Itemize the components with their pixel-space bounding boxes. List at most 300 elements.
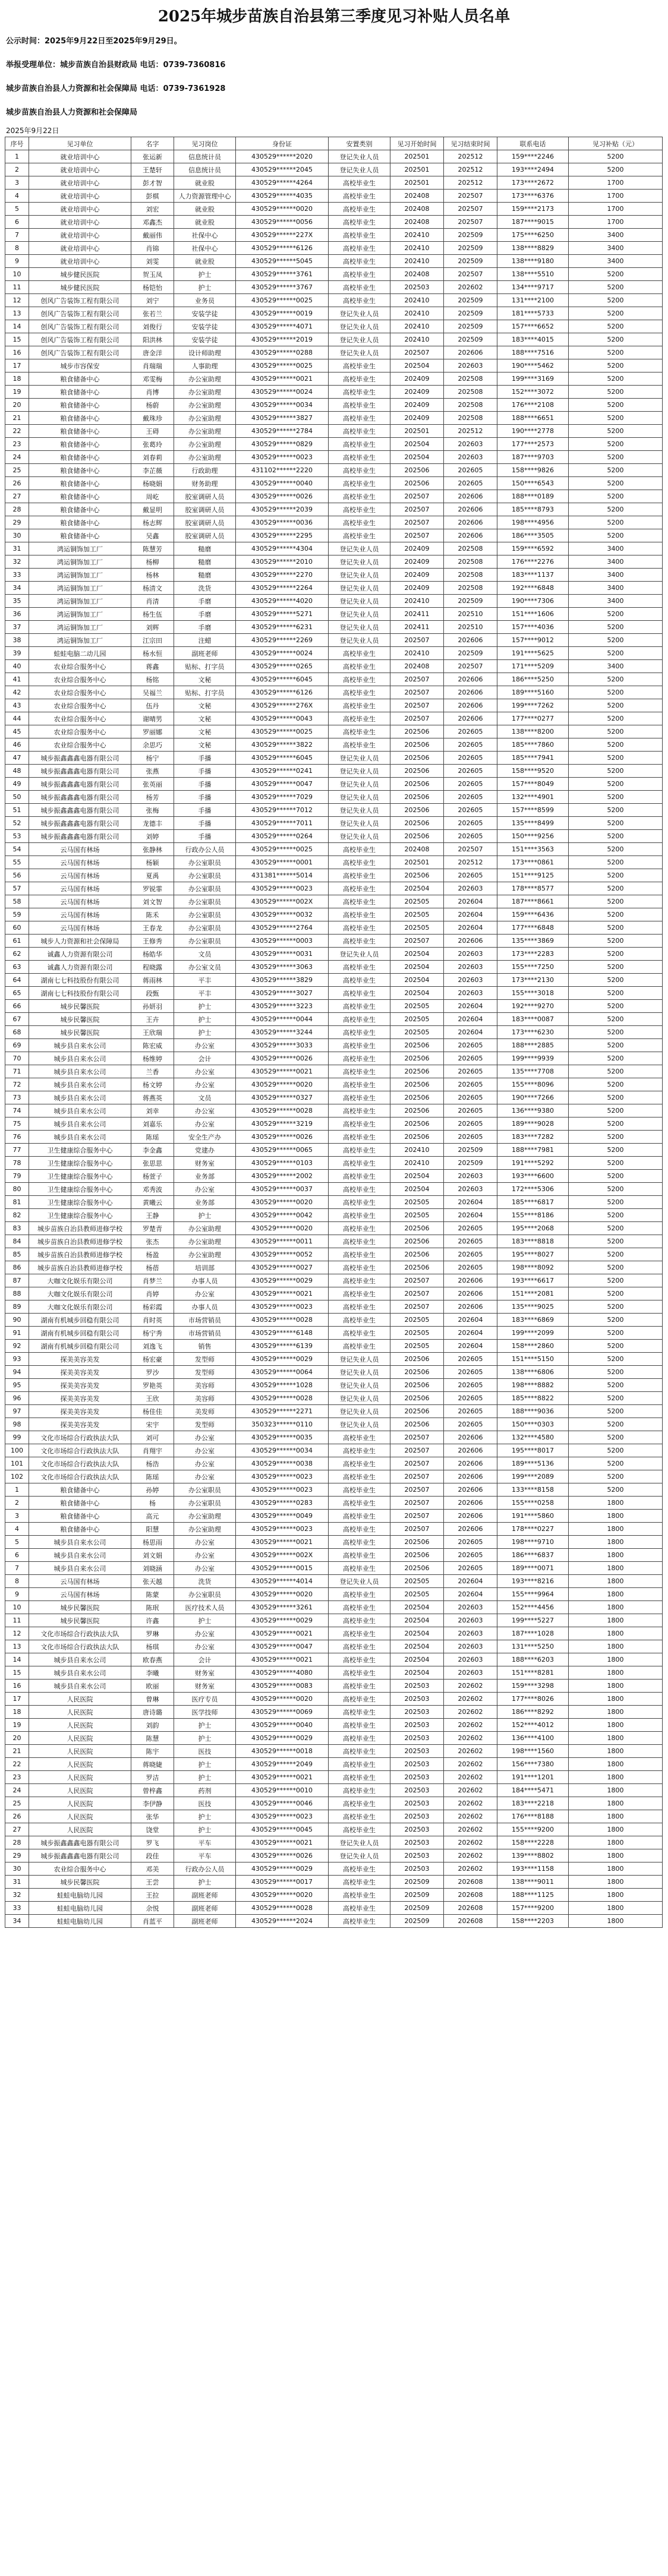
- cell-phone: 198****1560: [497, 1745, 569, 1758]
- cell-position: 平丰: [174, 987, 236, 1000]
- cell-subsidy: 5200: [569, 320, 663, 333]
- cell-category: 高校毕业生: [329, 1444, 390, 1457]
- cell-position: 发型师: [174, 1418, 236, 1431]
- cell-category: 登记失业人员: [329, 948, 390, 961]
- table-row: [5, 817, 663, 830]
- cell-end: 202605: [444, 1104, 497, 1117]
- cell-category: 登记失业人员: [329, 582, 390, 595]
- cell-position: 人事助理: [174, 359, 236, 372]
- cell-end: 202605: [444, 1261, 497, 1274]
- cell-end: 202604: [444, 908, 497, 921]
- cell-id: 430529******0027: [236, 1261, 329, 1274]
- cell-position: 注蜡: [174, 634, 236, 647]
- cell-start: 202507: [390, 1431, 444, 1444]
- cell-unit: 云马国有林场: [29, 856, 131, 869]
- cell-start: 202509: [390, 1915, 444, 1928]
- cell-phone: 158****2860: [497, 1340, 569, 1353]
- cell-end: 202605: [444, 1248, 497, 1261]
- cell-id: 430529******6139: [236, 1340, 329, 1353]
- cell-unit: 城步县自来水公司: [29, 1052, 131, 1065]
- table-row: [5, 1209, 663, 1222]
- cell-id: 430529******2264: [236, 582, 329, 595]
- cell-subsidy: 1800: [569, 1745, 663, 1758]
- cell-end: 202605: [444, 1091, 497, 1104]
- cell-subsidy: 1800: [569, 1627, 663, 1640]
- cell-phone: 199****5227: [497, 1614, 569, 1627]
- cell-id: 430529******0026: [236, 1131, 329, 1144]
- cell-subsidy: 5200: [569, 1078, 663, 1091]
- col-header-id: 身份证: [236, 137, 329, 150]
- cell-index: 24: [5, 1784, 29, 1797]
- cell-id: 430529******3761: [236, 268, 329, 281]
- table-row: [5, 830, 663, 843]
- cell-index: 22: [5, 1758, 29, 1771]
- cell-position: 安全生产办: [174, 1131, 236, 1144]
- cell-category: 高校毕业生: [329, 1235, 390, 1248]
- cell-subsidy: 5200: [569, 791, 663, 804]
- cell-name: 贺玉凤: [131, 268, 174, 281]
- table-row: [5, 804, 663, 817]
- cell-unit: 粮食储备中心: [29, 516, 131, 529]
- table-row: [5, 974, 663, 987]
- cell-unit: 文化市场综合行政执法大队: [29, 1431, 131, 1444]
- cell-id: 430529******0026: [236, 1052, 329, 1065]
- cell-id: 430529******0046: [236, 1797, 329, 1810]
- cell-index: 34: [5, 1915, 29, 1928]
- cell-start: 202504: [390, 1653, 444, 1666]
- cell-end: 202605: [444, 1536, 497, 1549]
- cell-subsidy: 5200: [569, 961, 663, 974]
- cell-position: 护士: [174, 1810, 236, 1823]
- cell-name: 杨生伍: [131, 608, 174, 621]
- cell-category: 高校毕业生: [329, 843, 390, 856]
- cell-category: 高校毕业生: [329, 882, 390, 895]
- cell-id: 430529******0023: [236, 1810, 329, 1823]
- cell-end: 202509: [444, 1157, 497, 1170]
- cell-category: 高校毕业生: [329, 647, 390, 660]
- cell-subsidy: 5200: [569, 1287, 663, 1300]
- cell-name: 蒋鑫: [131, 660, 174, 673]
- cell-end: 202507: [444, 268, 497, 281]
- cell-unit: 粮食储备中心: [29, 1510, 131, 1523]
- table-row: [5, 1157, 663, 1170]
- cell-name: 陈宏威: [131, 1039, 174, 1052]
- cell-unit: 城步民馨医院: [29, 1013, 131, 1026]
- cell-phone: 190****7266: [497, 1091, 569, 1104]
- cell-phone: 159****6592: [497, 542, 569, 555]
- cell-subsidy: 5200: [569, 1327, 663, 1340]
- cell-index: 10: [5, 1601, 29, 1614]
- cell-category: 高校毕业生: [329, 987, 390, 1000]
- cell-subsidy: 5200: [569, 974, 663, 987]
- cell-unit: 探美美容美发: [29, 1392, 131, 1405]
- cell-subsidy: 5200: [569, 1418, 663, 1431]
- cell-category: 高校毕业生: [329, 974, 390, 987]
- cell-start: 202503: [390, 1849, 444, 1862]
- cell-id: 430529******0032: [236, 908, 329, 921]
- cell-category: 高校毕业生: [329, 1614, 390, 1627]
- cell-index: 75: [5, 1117, 29, 1131]
- table-row: [5, 961, 663, 974]
- table-row: [5, 869, 663, 882]
- cell-phone: 138****8200: [497, 725, 569, 738]
- cell-index: 20: [5, 1732, 29, 1745]
- cell-phone: 155****8186: [497, 1209, 569, 1222]
- cell-id: 430529******0021: [236, 1653, 329, 1666]
- cell-category: 高校毕业生: [329, 1248, 390, 1261]
- cell-index: 8: [5, 242, 29, 255]
- cell-start: 202506: [390, 738, 444, 752]
- cell-start: 202410: [390, 229, 444, 242]
- cell-position: 会计: [174, 1052, 236, 1065]
- cell-position: 贴标、打字员: [174, 660, 236, 673]
- cell-phone: 155****8096: [497, 1078, 569, 1091]
- cell-position: 文员: [174, 948, 236, 961]
- cell-name: 张葛玲: [131, 438, 174, 451]
- cell-index: 66: [5, 1000, 29, 1013]
- cell-name: 杨志辉: [131, 516, 174, 529]
- cell-unit: 城步人力资源和社会保障局: [29, 935, 131, 948]
- cell-index: 18: [5, 372, 29, 386]
- table-row: [5, 1745, 663, 1758]
- cell-name: 刘可: [131, 1431, 174, 1444]
- cell-unit: 云马国有林场: [29, 843, 131, 856]
- cell-end: 202509: [444, 333, 497, 346]
- cell-start: 202409: [390, 569, 444, 582]
- cell-position: 财务室: [174, 1680, 236, 1693]
- table-row: [5, 555, 663, 569]
- cell-subsidy: 5200: [569, 1144, 663, 1157]
- cell-position: 平车: [174, 1849, 236, 1862]
- cell-subsidy: 3400: [569, 242, 663, 255]
- cell-id: 430529******0043: [236, 712, 329, 725]
- cell-subsidy: 5200: [569, 856, 663, 869]
- cell-start: 202504: [390, 1170, 444, 1183]
- cell-unit: 城步民馨医院: [29, 1876, 131, 1889]
- cell-index: 29: [5, 516, 29, 529]
- cell-unit: 云马国有林场: [29, 921, 131, 935]
- cell-end: 202606: [444, 1483, 497, 1497]
- cell-index: 26: [5, 477, 29, 490]
- cell-index: 59: [5, 908, 29, 921]
- cell-start: 202503: [390, 281, 444, 294]
- cell-start: 202507: [390, 1274, 444, 1287]
- cell-unit: 蛙蛙电脑幼儿园: [29, 1915, 131, 1928]
- cell-phone: 177****8026: [497, 1693, 569, 1706]
- cell-end: 202508: [444, 569, 497, 582]
- table-row: [5, 1902, 663, 1915]
- cell-phone: 189****9028: [497, 1117, 569, 1131]
- cell-position: 洗货: [174, 582, 236, 595]
- table-row: [5, 1104, 663, 1117]
- cell-subsidy: 5200: [569, 935, 663, 948]
- cell-unit: 粮食储备中心: [29, 464, 131, 477]
- cell-name: 张天越: [131, 1575, 174, 1588]
- cell-subsidy: 5200: [569, 359, 663, 372]
- cell-unit: 城步苗族自治县教师进修学校: [29, 1222, 131, 1235]
- cell-category: 高校毕业生: [329, 1117, 390, 1131]
- cell-end: 202605: [444, 791, 497, 804]
- cell-subsidy: 3400: [569, 555, 663, 569]
- cell-phone: 183****6869: [497, 1314, 569, 1327]
- cell-id: 430529******0241: [236, 765, 329, 778]
- cell-id: 430529******0029: [236, 1614, 329, 1627]
- cell-name: 邓美: [131, 1862, 174, 1876]
- cell-end: 202512: [444, 856, 497, 869]
- cell-index: 45: [5, 725, 29, 738]
- cell-end: 202602: [444, 1810, 497, 1823]
- cell-end: 202507: [444, 190, 497, 203]
- table-row: [5, 895, 663, 908]
- cell-end: 202606: [444, 699, 497, 712]
- cell-end: 202605: [444, 752, 497, 765]
- cell-category: 高校毕业生: [329, 1601, 390, 1614]
- cell-unit: 鸿运铜饰加工厂: [29, 555, 131, 569]
- cell-id: 430529******3244: [236, 1026, 329, 1039]
- cell-id: 430529******0025: [236, 843, 329, 856]
- cell-index: 10: [5, 268, 29, 281]
- table-row: [5, 1444, 663, 1457]
- cell-position: 办公室文员: [174, 961, 236, 974]
- cell-unit: 就业培训中心: [29, 150, 131, 163]
- cell-end: 202605: [444, 464, 497, 477]
- cell-start: 202503: [390, 1719, 444, 1732]
- cell-id: 430529******0020: [236, 1196, 329, 1209]
- cell-end: 202605: [444, 1078, 497, 1091]
- cell-subsidy: 1800: [569, 1862, 663, 1876]
- cell-unit: 创风广告装饰工程有限公司: [29, 346, 131, 359]
- table-row: [5, 1627, 663, 1640]
- cell-index: 30: [5, 1862, 29, 1876]
- cell-phone: 156****7380: [497, 1758, 569, 1771]
- cell-id: 430529******0003: [236, 935, 329, 948]
- cell-end: 202602: [444, 1680, 497, 1693]
- cell-name: 唐金洋: [131, 346, 174, 359]
- cell-subsidy: 5200: [569, 869, 663, 882]
- cell-position: 办公室: [174, 1117, 236, 1131]
- cell-subsidy: 5200: [569, 673, 663, 686]
- cell-position: 办公室: [174, 1104, 236, 1117]
- cell-subsidy: 1800: [569, 1876, 663, 1889]
- cell-position: 办公室助理: [174, 1235, 236, 1248]
- cell-index: 18: [5, 1706, 29, 1719]
- table-row: [5, 948, 663, 961]
- cell-index: 21: [5, 412, 29, 425]
- table-row: [5, 1614, 663, 1627]
- cell-start: 202505: [390, 1575, 444, 1588]
- cell-start: 202503: [390, 1797, 444, 1810]
- cell-category: 登记失业人员: [329, 150, 390, 163]
- cell-subsidy: 1800: [569, 1523, 663, 1536]
- cell-index: 26: [5, 1810, 29, 1823]
- cell-phone: 190****7306: [497, 595, 569, 608]
- table-row: [5, 1862, 663, 1876]
- cell-subsidy: 5200: [569, 1131, 663, 1144]
- cell-phone: 183****7282: [497, 1131, 569, 1144]
- cell-position: 会计: [174, 1653, 236, 1666]
- cell-phone: 157****9012: [497, 634, 569, 647]
- cell-index: 17: [5, 1693, 29, 1706]
- cell-unit: 人民医院: [29, 1745, 131, 1758]
- col-header-category: 安置类别: [329, 137, 390, 150]
- cell-position: 办事人员: [174, 1274, 236, 1287]
- cell-start: 202505: [390, 1026, 444, 1039]
- cell-phone: 157****9200: [497, 1902, 569, 1915]
- cell-name: 罗楚青: [131, 1222, 174, 1235]
- cell-category: 高校毕业生: [329, 1497, 390, 1510]
- cell-end: 202608: [444, 1902, 497, 1915]
- cell-category: 高校毕业生: [329, 1131, 390, 1144]
- cell-name: 杨蔚: [131, 399, 174, 412]
- cell-phone: 199****3169: [497, 372, 569, 386]
- cell-name: 陈瑶: [131, 1470, 174, 1483]
- cell-end: 202605: [444, 778, 497, 791]
- cell-id: 430529******0015: [236, 1562, 329, 1575]
- cell-name: 刘逸飞: [131, 1340, 174, 1353]
- cell-index: 84: [5, 1235, 29, 1248]
- cell-position: 办公室: [174, 1627, 236, 1640]
- cell-phone: 188****0189: [497, 490, 569, 503]
- cell-position: 护士: [174, 1732, 236, 1745]
- cell-id: 430529******0327: [236, 1091, 329, 1104]
- cell-subsidy: 5200: [569, 1104, 663, 1117]
- cell-phone: 150****0303: [497, 1418, 569, 1431]
- cell-id: 430529******5271: [236, 608, 329, 621]
- cell-index: 21: [5, 1745, 29, 1758]
- cell-category: 登记失业人员: [329, 621, 390, 634]
- table-row: [5, 634, 663, 647]
- cell-unit: 鸿运铜饰加工厂: [29, 595, 131, 608]
- cell-start: 202506: [390, 1366, 444, 1379]
- cell-unit: 人民医院: [29, 1719, 131, 1732]
- cell-category: 登记失业人员: [329, 542, 390, 555]
- cell-category: 高校毕业生: [329, 660, 390, 673]
- cell-id: 430529******0020: [236, 203, 329, 216]
- cell-name: 杨萱子: [131, 1170, 174, 1183]
- cell-index: 27: [5, 490, 29, 503]
- cell-category: 高校毕业生: [329, 1666, 390, 1680]
- cell-position: 行政办公人员: [174, 1862, 236, 1876]
- cell-index: 2: [5, 1497, 29, 1510]
- cell-end: 202512: [444, 425, 497, 438]
- cell-subsidy: 1800: [569, 1915, 663, 1928]
- cell-position: 洗货: [174, 1575, 236, 1588]
- cell-index: 4: [5, 190, 29, 203]
- cell-subsidy: 1800: [569, 1536, 663, 1549]
- table-row: [5, 1457, 663, 1470]
- cell-category: 登记失业人员: [329, 1353, 390, 1366]
- cell-name: 戴丽伟: [131, 229, 174, 242]
- cell-start: 202408: [390, 268, 444, 281]
- cell-category: 高校毕业生: [329, 1013, 390, 1026]
- cell-start: 202409: [390, 582, 444, 595]
- cell-category: 高校毕业生: [329, 1549, 390, 1562]
- table-row: [5, 1353, 663, 1366]
- cell-end: 202606: [444, 1457, 497, 1470]
- cell-phone: 185****7860: [497, 738, 569, 752]
- cell-unit: 人民医院: [29, 1693, 131, 1706]
- cell-index: 93: [5, 1353, 29, 1366]
- cell-start: 202503: [390, 1693, 444, 1706]
- cell-unit: 粮食储备中心: [29, 438, 131, 451]
- cell-end: 202604: [444, 1000, 497, 1013]
- cell-index: 6: [5, 1549, 29, 1562]
- cell-index: 92: [5, 1340, 29, 1353]
- cell-end: 202602: [444, 281, 497, 294]
- cell-id: 430529******2270: [236, 569, 329, 582]
- cell-category: 高校毕业生: [329, 1470, 390, 1483]
- cell-start: 202501: [390, 163, 444, 176]
- cell-unit: 云马国有林场: [29, 908, 131, 921]
- cell-subsidy: 5200: [569, 1248, 663, 1261]
- cell-start: 202504: [390, 451, 444, 464]
- cell-name: 杨林: [131, 569, 174, 582]
- cell-end: 202507: [444, 203, 497, 216]
- cell-unit: 农业综合服务中心: [29, 699, 131, 712]
- cell-category: 高校毕业生: [329, 712, 390, 725]
- cell-phone: 173****2130: [497, 974, 569, 987]
- cell-category: 高校毕业生: [329, 1314, 390, 1327]
- cell-name: 刘辉: [131, 621, 174, 634]
- cell-phone: 136****9380: [497, 1104, 569, 1117]
- cell-unit: 城步振鑫鑫鑫电器有限公司: [29, 817, 131, 830]
- cell-phone: 177****2573: [497, 438, 569, 451]
- cell-unit: 卫生健康综合服务中心: [29, 1183, 131, 1196]
- cell-start: 202505: [390, 1340, 444, 1353]
- cell-position: 美发师: [174, 1405, 236, 1418]
- table-row: [5, 1666, 663, 1680]
- cell-unit: 城步县自来水公司: [29, 1065, 131, 1078]
- cell-phone: 155****9200: [497, 1823, 569, 1836]
- cell-id: 430529******0028: [236, 1314, 329, 1327]
- cell-position: 办公室职员: [174, 882, 236, 895]
- cell-position: 糙磨: [174, 569, 236, 582]
- cell-name: 宋宇: [131, 1418, 174, 1431]
- cell-id: 430529******4071: [236, 320, 329, 333]
- table-row: [5, 1248, 663, 1261]
- cell-start: 202507: [390, 529, 444, 542]
- cell-unit: 农业综合服务中心: [29, 673, 131, 686]
- cell-name: 兰香: [131, 1065, 174, 1078]
- cell-end: 202602: [444, 1745, 497, 1758]
- cell-phone: 188****9036: [497, 1405, 569, 1418]
- cell-category: 高校毕业生: [329, 1157, 390, 1170]
- cell-subsidy: 5200: [569, 948, 663, 961]
- cell-end: 202602: [444, 1732, 497, 1745]
- cell-phone: 192****6848: [497, 582, 569, 595]
- cell-unit: 就业培训中心: [29, 229, 131, 242]
- cell-subsidy: 1800: [569, 1680, 663, 1693]
- cell-name: 李伊静: [131, 1797, 174, 1810]
- cell-subsidy: 5200: [569, 1431, 663, 1444]
- cell-start: 202506: [390, 752, 444, 765]
- table-row: [5, 1366, 663, 1379]
- cell-start: 202506: [390, 1405, 444, 1418]
- table-row: [5, 216, 663, 229]
- cell-phone: 177****0277: [497, 712, 569, 725]
- table-row: [5, 229, 663, 242]
- cell-id: 431381******5014: [236, 869, 329, 882]
- table-row: [5, 1549, 663, 1562]
- cell-subsidy: 1700: [569, 190, 663, 203]
- cell-position: 就业股: [174, 176, 236, 190]
- table-row: [5, 1000, 663, 1013]
- cell-name: 王春龙: [131, 921, 174, 935]
- cell-position: 办公室: [174, 1549, 236, 1562]
- cell-id: 430529******0026: [236, 1849, 329, 1862]
- cell-name: 杨文婷: [131, 1078, 174, 1091]
- cell-subsidy: 5200: [569, 1222, 663, 1235]
